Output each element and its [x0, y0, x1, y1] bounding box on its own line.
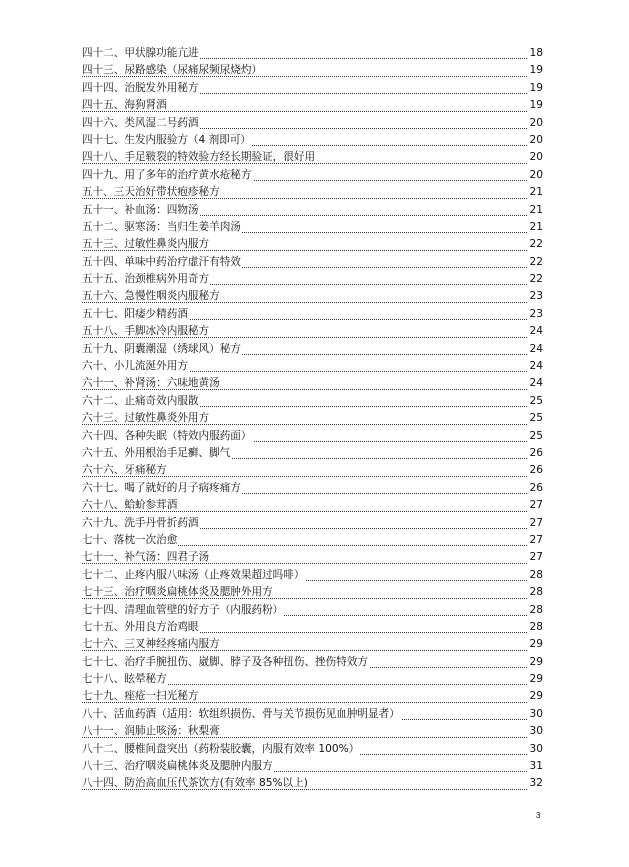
toc-entry-title: 八十二、腰椎间盘突出（药粉装胶囊，内服有效率 100%）: [82, 742, 360, 755]
toc-entry-page: 20: [528, 115, 543, 132]
toc-entry-title: 四十九、用了多年的治疗黄水疮秘方: [82, 168, 252, 181]
toc-entry-page: 28: [528, 567, 543, 584]
toc-entry-title: 七十六、三叉神经疼痛内服方: [82, 638, 220, 651]
toc-entry-page: 22: [528, 236, 543, 253]
toc-entry-title: 五十八、手脚冰冷内服秘方: [82, 325, 210, 338]
toc-entry-title: 四十五、海狗肾酒: [82, 99, 167, 112]
toc-entry-page: 27: [528, 515, 543, 532]
toc-entry-title: 七十五、外用良方治鸡眼: [82, 620, 199, 633]
toc-entry[interactable]: [82, 654, 543, 671]
toc-entry[interactable]: [82, 97, 543, 114]
toc-entry-title: 七十八、眩晕秘方: [82, 673, 167, 686]
toc-entry[interactable]: [82, 619, 543, 636]
toc-entry-page: 27: [528, 532, 543, 549]
toc-entry[interactable]: [82, 532, 543, 549]
toc-entry-page: 30: [528, 723, 543, 740]
toc-entry[interactable]: [82, 80, 543, 97]
toc-entry[interactable]: [82, 445, 543, 462]
toc-entry-title: 五十七、阳痿少精药酒: [82, 307, 188, 320]
toc-entry-title: 六十二、止痛奇效内服散: [82, 394, 199, 407]
toc-entry-page: 32: [528, 775, 543, 792]
toc-entry-title: 六十五、外用根治手足癣、脚气: [82, 446, 231, 459]
toc-entry[interactable]: [82, 462, 543, 479]
toc-entry-title: 八十三、治疗咽炎扁桃体炎及腮肿内服方: [82, 760, 273, 773]
toc-entry-page: 29: [528, 636, 543, 653]
toc-entry[interactable]: [82, 410, 543, 427]
toc-entry[interactable]: [82, 202, 543, 219]
toc-entry-page: 22: [528, 254, 543, 271]
toc-entry[interactable]: [82, 323, 543, 340]
toc-entry-title: 四十四、治脱发外用秘方: [82, 81, 199, 94]
toc-entry[interactable]: [82, 636, 543, 653]
toc-entry-title: 五十六、急慢性咽炎内服秘方: [82, 290, 220, 303]
toc-entry[interactable]: [82, 393, 543, 410]
toc-entry-title: 七十二、止疼内服八味汤（止疼效果超过吗啡）: [82, 568, 305, 581]
toc-entry[interactable]: [82, 602, 543, 619]
toc-entry[interactable]: [82, 358, 543, 375]
toc-entry-title: 六十三、过敏性鼻炎外用方: [82, 412, 210, 425]
toc-entry[interactable]: [82, 254, 543, 271]
toc-entry[interactable]: [82, 62, 543, 79]
toc-entry-page: 27: [528, 549, 543, 566]
toc-entry[interactable]: [82, 758, 543, 775]
toc-entry-page: 24: [528, 375, 543, 392]
toc-entry-page: 20: [528, 167, 543, 184]
toc-entry-page: 26: [528, 462, 543, 479]
toc-entry-page: 26: [528, 480, 543, 497]
toc-entry-title: 五十四、单味中药治疗虚汗有特效: [82, 255, 241, 268]
toc-entry[interactable]: [82, 428, 543, 445]
toc-entry-title: 八十一、润肺止咳汤：秋梨膏: [82, 725, 220, 738]
toc-entry-title: 七十九、痤疮一扫光秘方: [82, 690, 199, 703]
toc-entry-title: 八十四、防治高血压代茶饮方(有效率 85%以上): [82, 777, 308, 790]
toc-entry-title: 六十九、洗手丹骨折药酒: [82, 516, 199, 529]
toc-entry[interactable]: [82, 775, 543, 792]
toc-entry-page: 29: [528, 671, 543, 688]
toc-entry-page: 21: [528, 202, 543, 219]
toc-entry[interactable]: [82, 584, 543, 601]
toc-entry-page: 28: [528, 584, 543, 601]
toc-entry-page: 25: [528, 410, 543, 427]
toc-entry-page: 19: [528, 62, 543, 79]
toc-entry-title: 四十六、类风湿二号药酒: [82, 116, 199, 129]
toc-entry[interactable]: [82, 497, 543, 514]
toc-entry[interactable]: [82, 341, 543, 358]
toc-entry-page: 30: [528, 741, 543, 758]
toc-entry-page: 23: [528, 288, 543, 305]
toc-entry-title: 八十、活血药酒（适用：软组织损伤、骨与关节损伤见血肿明显者）: [82, 707, 400, 720]
toc-entry[interactable]: [82, 288, 543, 305]
toc-entry-page: 29: [528, 688, 543, 705]
toc-entry-page: 22: [528, 271, 543, 288]
toc-entry[interactable]: [82, 723, 543, 740]
toc-entry[interactable]: [82, 115, 543, 132]
toc-entry-title: 六十、小儿流涎外用方: [82, 360, 188, 373]
toc-entry-title: 七十一、补气汤：四君子汤: [82, 551, 210, 564]
toc-entry-page: 20: [528, 149, 543, 166]
toc-entry-title: 四十三、尿路感染（尿痛尿频尿烧灼）: [82, 64, 263, 77]
toc-entry-title: 五十一、补血汤：四物汤: [82, 203, 199, 216]
toc-entry-page: 24: [528, 323, 543, 340]
toc-entry[interactable]: [82, 149, 543, 166]
toc-entry[interactable]: [82, 480, 543, 497]
toc-entry-page: 25: [528, 393, 543, 410]
toc-entry-title: 七十七、治疗手腕扭伤、崴脚、脖子及各种扭伤、挫伤特效方: [82, 655, 369, 668]
page-number: 3: [536, 811, 541, 820]
toc-entry-title: 七十三、治疗咽炎扁桃体炎及腮肿外用方: [82, 586, 273, 599]
toc-entry[interactable]: [82, 45, 543, 62]
toc-entry-title: 七十四、清理血管壁的好方子（内服药粉）: [82, 603, 284, 616]
toc-entry-page: 21: [528, 219, 543, 236]
toc-entry-page: 27: [528, 497, 543, 514]
toc-entry-title: 七十、落枕一次治愈: [82, 533, 178, 546]
toc-entry-title: 五十五、治颈椎病外用奇方: [82, 273, 210, 286]
toc-entry[interactable]: [82, 375, 543, 392]
toc-entry[interactable]: [82, 184, 543, 201]
toc-entry-title: 四十八、手足皲裂的特效验方经长期验证，很好用: [82, 151, 316, 164]
toc-entry[interactable]: [82, 306, 543, 323]
toc-entry[interactable]: [82, 688, 543, 705]
toc-entry[interactable]: [82, 549, 543, 566]
toc-entry-title: 六十四、各种失眠（特效内服药面）: [82, 429, 252, 442]
toc-entry[interactable]: [82, 219, 543, 236]
toc-entry-page: 23: [528, 306, 543, 323]
toc-entry[interactable]: [82, 271, 543, 288]
toc-entry[interactable]: [82, 236, 543, 253]
toc-entry[interactable]: [82, 515, 543, 532]
toc-entry-title: 四十七、生发内服验方（4 剂即可）: [82, 133, 252, 146]
toc-entry-page: 19: [528, 80, 543, 97]
toc-entry-page: 30: [528, 706, 543, 723]
toc-entry-page: 28: [528, 602, 543, 619]
toc-entry-page: 25: [528, 428, 543, 445]
toc-entry-page: 21: [528, 184, 543, 201]
toc-entry-title: 六十八、蛤蚧参茸酒: [82, 499, 178, 512]
toc-entry-title: 六十一、补肾汤：六味地黄汤: [82, 377, 220, 390]
toc-entry-page: 19: [528, 97, 543, 114]
toc-entry-page: 28: [528, 619, 543, 636]
toc-entry[interactable]: [82, 671, 543, 688]
toc-entry-page: 24: [528, 358, 543, 375]
toc-entry[interactable]: [82, 132, 543, 149]
toc-entry[interactable]: [82, 741, 543, 758]
toc-entry[interactable]: [82, 567, 543, 584]
toc-entry-title: 六十六、牙痛秘方: [82, 464, 167, 477]
toc-entry-page: 24: [528, 341, 543, 358]
toc-entry-title: 五十、三天治好带状疱疹秘方: [82, 186, 220, 199]
toc-entry-title: 五十三、过敏性鼻炎内服方: [82, 238, 210, 251]
table-of-contents: [82, 45, 543, 793]
toc-entry-title: 五十九、阴囊潮湿（绣球风）秘方: [82, 342, 241, 355]
toc-entry-page: 20: [528, 132, 543, 149]
toc-entry[interactable]: [82, 167, 543, 184]
toc-entry-title: 四十二、甲状腺功能亢进: [82, 47, 199, 59]
toc-entry-page: 18: [528, 45, 543, 62]
toc-entry[interactable]: [82, 706, 543, 723]
toc-entry-title: 六十七、喝了就好的月子病疼痛方: [82, 481, 241, 494]
toc-entry-title: 五十二、驱寒汤：当归生姜羊肉汤: [82, 220, 241, 233]
toc-entry-page: 29: [528, 654, 543, 671]
toc-entry-page: 26: [528, 445, 543, 462]
toc-entry-page: 31: [528, 758, 543, 775]
